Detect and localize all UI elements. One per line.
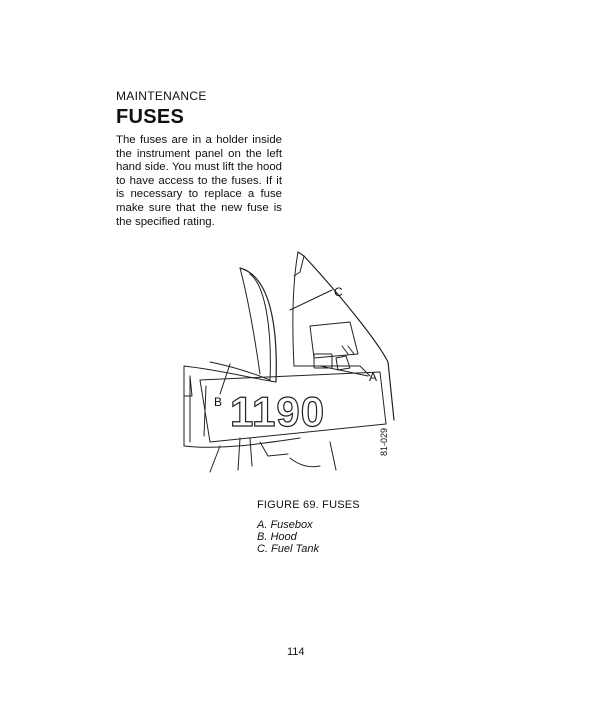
page-number: 114 [287,646,305,658]
page-heading: FUSES [116,106,185,128]
figure-code: 81-029 [379,427,389,456]
figure-legend [257,519,319,555]
legend-item-hood: B. Hood [257,531,297,543]
callout-a: A [369,370,378,384]
legend-item-fuel-tank: C. Fuel Tank [257,543,319,555]
figure-caption: FIGURE 69. FUSES [257,499,360,511]
model-number: 1190 [230,388,326,435]
section-label: MAINTENANCE [116,89,207,103]
body-text: The fuses are in a holder inside the instrument panel on the left hand side. You must lift the hood to have access to the fuses. If it is necessary to replace a fuse make sure that the new fuse is the specified rating. [116,134,282,228]
callout-c: C [334,285,343,299]
legend-item-fusebox: A. Fusebox [257,519,313,531]
callout-b: B [214,395,223,409]
